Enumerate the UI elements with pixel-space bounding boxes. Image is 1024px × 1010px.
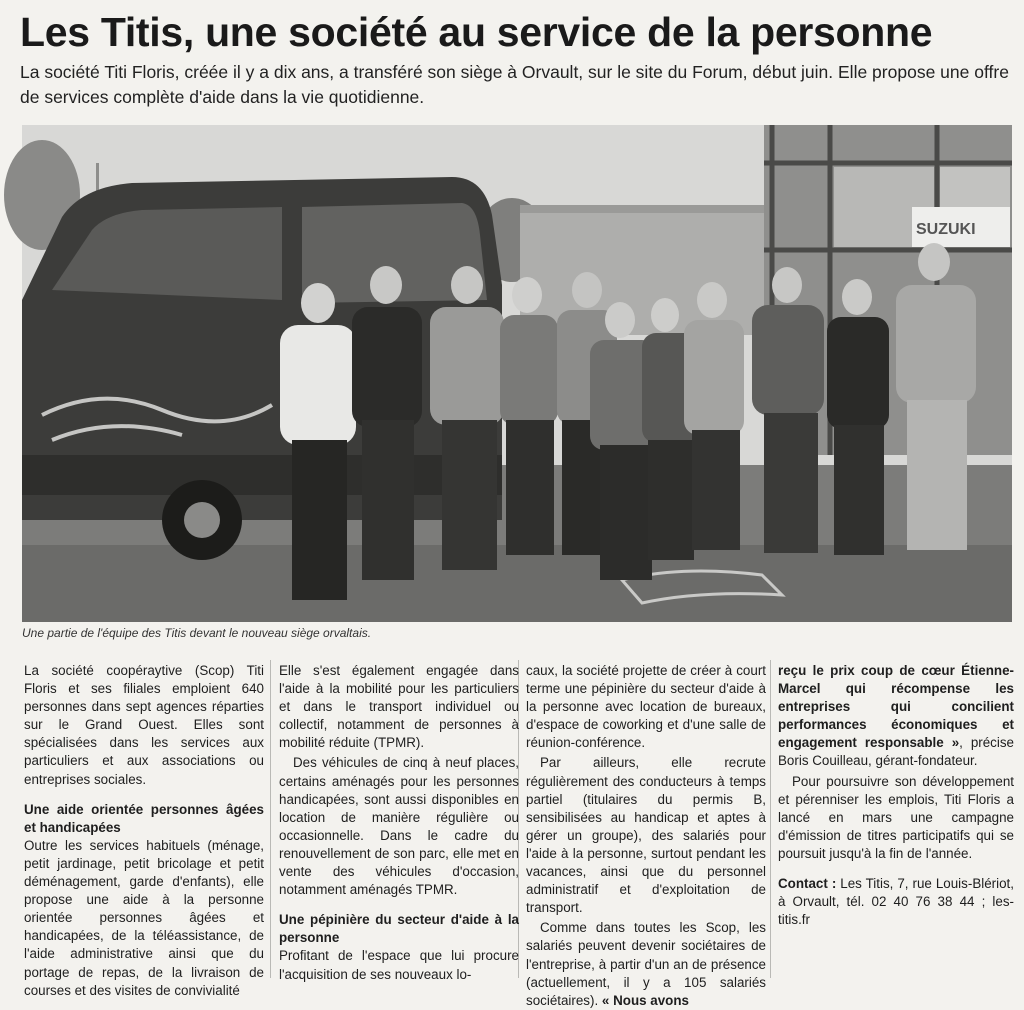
column-divider xyxy=(770,660,771,978)
article-column-3 xyxy=(526,662,766,1008)
building-sign: SUZUKI xyxy=(916,221,976,238)
body-paragraph: Outre les services habituels (ménage, petit jardinage, petit bricolage et petit déménagement, garde d'enfants), elle propose une aide à la personne orientée personnes âgées et handicapées, de la téléassistance, de l'aide administrative ainsi que du portage de repas, de la livraison de courses et des visites de convivialité xyxy=(24,837,264,998)
article-column-1 xyxy=(24,662,264,998)
body-paragraph: Elle s'est également engagée dans l'aide à la mobilité pour les particuliers et dans le transport individuel ou collectif, notamment de personnes à mobilité réduite (TPMR). xyxy=(279,663,519,751)
quote-start: « Nous avons xyxy=(601,992,689,1008)
body-paragraph xyxy=(778,662,1014,771)
contact-line xyxy=(778,875,1014,929)
body-text: Comme dans toutes les Scop, les salariés peuvent devenir sociétaires de l'entreprise, à partir d'un an de présence (actuellement, il y a 105 salariés sociétaires). xyxy=(526,920,766,1008)
body-paragraph: Profitant de l'espace que lui procure l'acquisition de ses nouveaux lo- xyxy=(279,948,519,982)
body-paragraph: Des véhicules de cinq à neuf places, certains aménagés pour les personnes handicapées, sont aussi disponibles en location de manière régulière ou occasionnelle. Dans le cadre du renouvellement de son parc, elle met en vente des véhicules d'occasion, notamment aménagés TPMR. xyxy=(279,755,519,898)
body-paragraph: La société coopéraytive (Scop) Titi Floris et ses filiales emploient 640 personnes dans sept agences réparties sur le Grand Ouest. Elles sont spécialisées dans les services aux particuliers et aux associations ou entreprises sociales. xyxy=(24,663,264,787)
article-headline: Les Titis, une société au service de la personne xyxy=(20,9,933,55)
quote-text: reçu le prix coup de cœur Étienne-Marcel qui récompense les entreprises qui concilient performances économiques et engagement responsable » xyxy=(778,663,1014,751)
body-text: , précise Boris Couilleau, gérant-fondateur. xyxy=(778,735,1014,769)
column-divider xyxy=(270,660,271,978)
article-column-4 xyxy=(778,662,1014,980)
article-column-2 xyxy=(279,662,519,980)
subheading: Une aide orientée personnes âgées et handicapées xyxy=(24,801,264,835)
body-paragraph xyxy=(526,919,766,1009)
contact-text: Les Titis, 7, rue Louis-Blériot, à Orvault, tél. 02 40 76 38 44 ; les-titis.fr xyxy=(778,876,1014,928)
body-paragraph: Par ailleurs, elle recrute régulièrement des conducteurs à temps partiel (titulaires du permis B, sensibilisées au handicap et aptes à gérer un groupe), des salariés pour l'aide à la personne, surtout pendant les vacances, ainsi que du personnel administratif et d'exploitation de transport. xyxy=(526,755,766,916)
photo-caption: Une partie de l'équipe des Titis devant le nouveau siège orvaltais. xyxy=(22,626,372,640)
contact-label: Contact : xyxy=(778,876,837,892)
body-paragraph: caux, la société projette de créer à court terme une pépinière du secteur d'aide à la personne avec location de bureaux, d'espace de coworking et d'une salle de réunion-conférence. xyxy=(526,663,766,751)
subheading: Une pépinière du secteur d'aide à la personne xyxy=(279,912,519,946)
article-standfirst: La société Titi Floris, créée il y a dix ans, a transféré son siège à Orvault, sur le site du Forum, début juin. Elle propose une offre de services complète d'aide dans la vie quotidienne. xyxy=(20,62,1009,107)
team-photo xyxy=(22,125,1012,622)
body-paragraph: Pour poursuivre son développement et pérenniser les emplois, Titi Floris a lancé en mars une campagne d'émission de titres participatifs qui se poursuit jusqu'à la fin de l'année. xyxy=(778,773,1014,861)
